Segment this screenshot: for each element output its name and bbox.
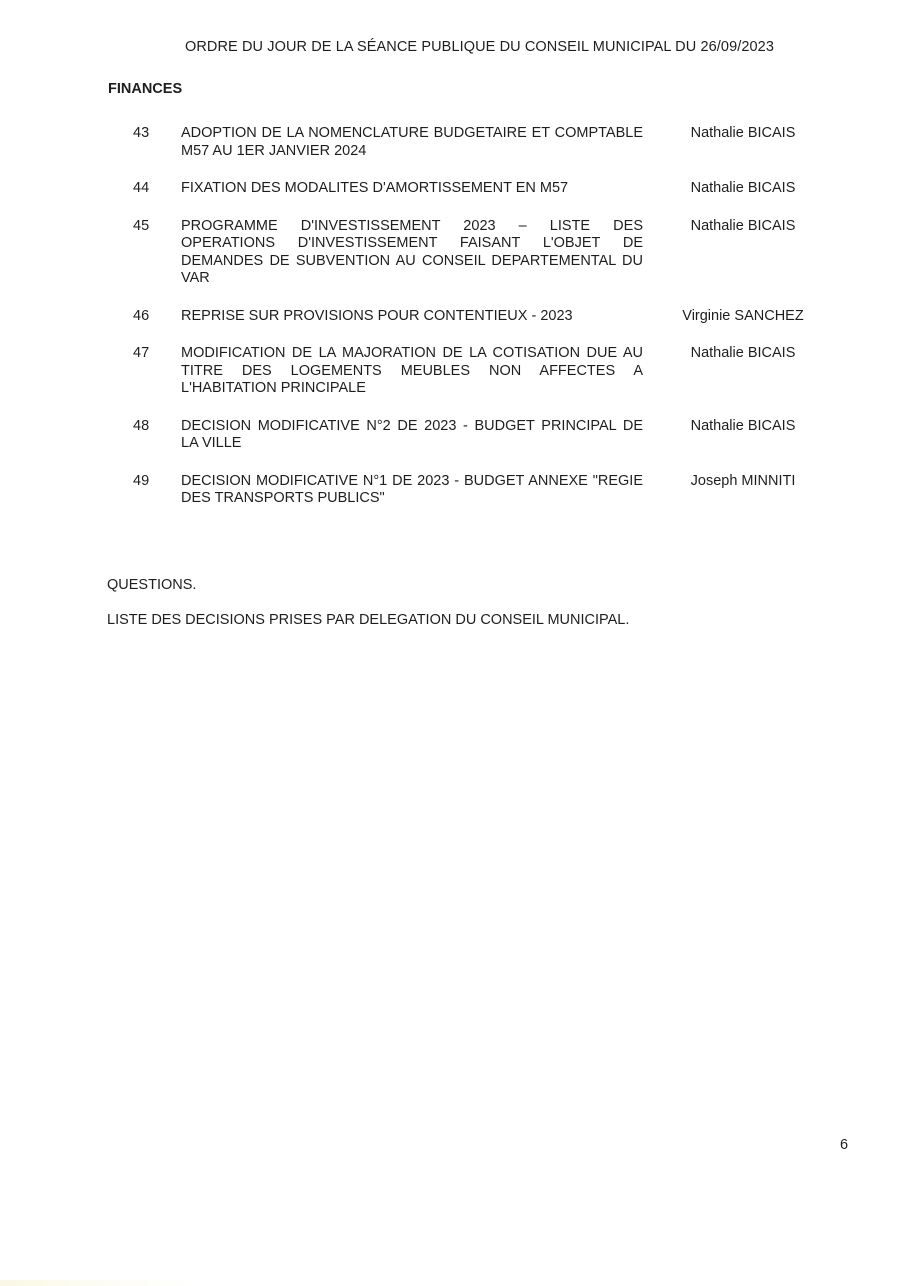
- item-number: 47: [133, 345, 150, 361]
- agenda-item: [0, 473, 909, 508]
- item-title: REPRISE SUR PROVISIONS POUR CONTENTIEUX - 2023: [181, 307, 573, 324]
- item-rapporteur: Nathalie BICAIS: [690, 217, 796, 234]
- item-title: PROGRAMME D'INVESTISSEMENT 2023 – LISTE DES OPERATIONS D'INVESTISSEMENT FAISANT L'OBJET DE DEMANDES DE SUBVENTION AU CONSEIL DEPARTEMENTAL DU VAR: [181, 217, 643, 286]
- item-number: 44: [133, 180, 150, 196]
- agenda-item: [0, 345, 909, 398]
- item-rapporteur: Joseph MINNITI: [690, 472, 796, 489]
- agenda-item: [0, 218, 909, 288]
- item-rapporteur: Nathalie BICAIS: [690, 417, 796, 434]
- item-title: DECISION MODIFICATIVE N°1 DE 2023 - BUDGET ANNEXE "REGIE DES TRANSPORTS PUBLICS": [181, 472, 643, 506]
- agenda-item: [0, 418, 909, 453]
- item-rapporteur: Nathalie BICAIS: [690, 180, 796, 196]
- item-number: 43: [133, 125, 150, 141]
- agenda-item: [0, 125, 909, 160]
- item-rapporteur: Nathalie BICAIS: [690, 345, 796, 361]
- scan-edge-artifact: [0, 1280, 909, 1286]
- page-header: ORDRE DU JOUR DE LA SÉANCE PUBLIQUE DU CONSEIL MUNICIPAL DU 26/09/2023: [184, 39, 775, 55]
- item-rapporteur: Nathalie BICAIS: [690, 125, 796, 141]
- item-title: DECISION MODIFICATIVE N°2 DE 2023 - BUDGET PRINCIPAL DE LA VILLE: [181, 417, 643, 451]
- item-number: 49: [133, 472, 150, 489]
- item-title: MODIFICATION DE LA MAJORATION DE LA COTISATION DUE AU TITRE DES LOGEMENTS MEUBLES NON AFFECTES A L'HABITATION PRINCIPALE: [181, 345, 643, 396]
- agenda-list: [0, 125, 909, 528]
- page-number: 6: [840, 1137, 849, 1153]
- agenda-item: [0, 308, 909, 326]
- agenda-item: [0, 180, 909, 198]
- item-rapporteur: Virginie SANCHEZ: [682, 307, 804, 324]
- item-title: ADOPTION DE LA NOMENCLATURE BUDGETAIRE ET COMPTABLE M57 AU 1ER JANVIER 2024: [181, 125, 643, 159]
- item-title: FIXATION DES MODALITES D'AMORTISSEMENT EN M57: [181, 180, 569, 196]
- item-number: 46: [133, 307, 150, 324]
- delegation-decisions-label: LISTE DES DECISIONS PRISES PAR DELEGATION DU CONSEIL MUNICIPAL.: [107, 612, 630, 628]
- item-number: 45: [133, 217, 150, 234]
- questions-label: QUESTIONS.: [107, 577, 197, 593]
- item-number: 48: [133, 417, 150, 434]
- section-title-finances: FINANCES: [108, 81, 183, 97]
